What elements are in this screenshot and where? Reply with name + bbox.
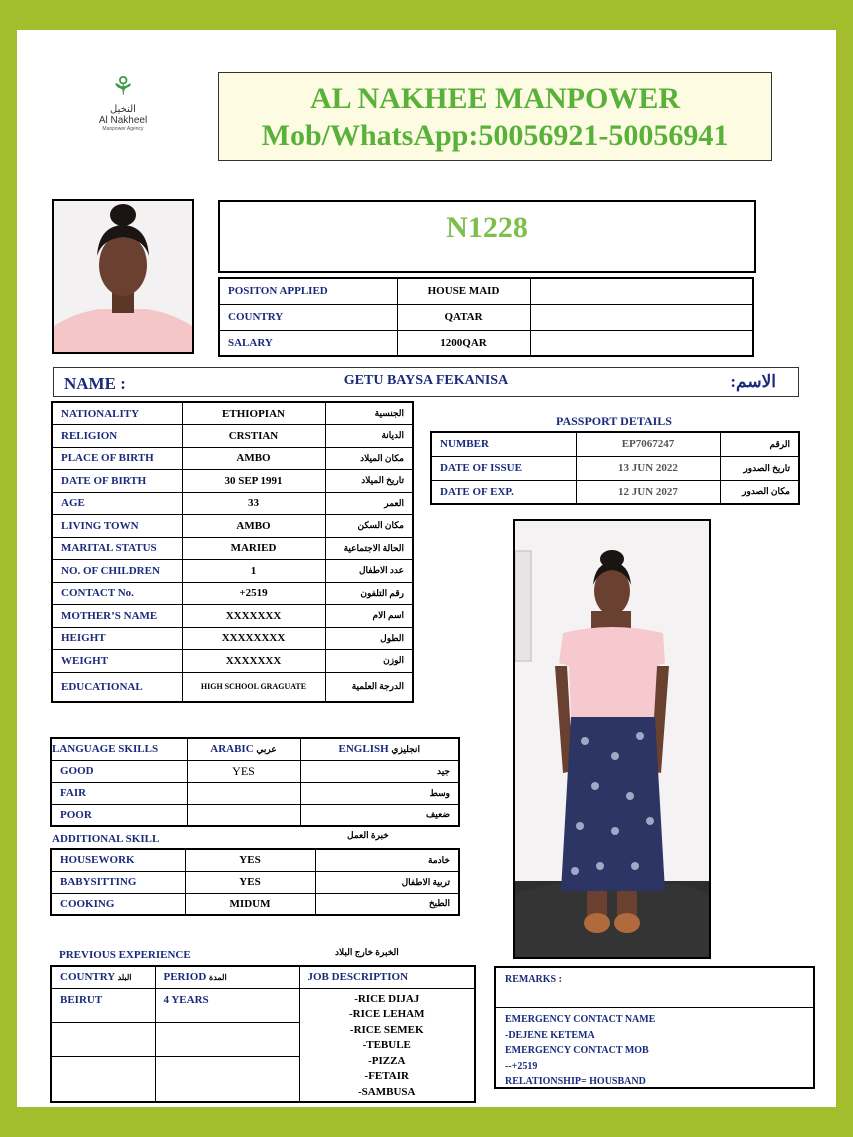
previous-experience-title: PREVIOUS EXPERIENCE — [59, 949, 191, 961]
table-row: DATE OF EXP. 12 JUN 2027 مكان الصدور — [431, 480, 799, 504]
table-row: CONTACT No. +2519 رقم التلفون — [52, 582, 413, 605]
job-description-list — [299, 988, 475, 1102]
remarks-label: REMARKS : — [496, 968, 813, 1008]
country-value: QATAR — [397, 304, 530, 330]
table-row: WEIGHT XXXXXXX الوزن — [52, 650, 413, 673]
table-row: NUMBER EP7067247 الرقم — [431, 432, 799, 456]
table-row: NATIONALITY ETHIOPIAN الجنسية — [52, 402, 413, 425]
salary-label: SALARY — [219, 330, 397, 356]
table-row: BABYSITTING YES تربية الاطفال — [51, 871, 459, 893]
position-value: HOUSE MAID — [397, 278, 530, 304]
table-row: LIVING TOWN AMBO مكان السكن — [52, 515, 413, 538]
list-item: -RICE DIJAJ — [354, 992, 420, 1005]
additional-skill-title-arabic: خبرة العمل — [347, 830, 389, 840]
table-row: GOOD YES جيد — [51, 760, 459, 782]
passport-table — [430, 431, 800, 505]
additional-skill-title: ADDITIONAL SKILL — [52, 833, 160, 845]
name-bar — [53, 367, 799, 397]
agency-phone: Mob/WhatsApp:50056921-50056941 — [261, 119, 729, 152]
logo-english: Al Nakheel — [98, 115, 148, 126]
full-body-photo — [513, 519, 711, 959]
table-row: NO. OF CHILDREN 1 عدد الاطفال — [52, 560, 413, 583]
table-row: EDUCATIONAL HIGH SCHOOL GRAGUATE الدرجة العلمية — [52, 672, 413, 702]
table-row: RELIGION CRSTIAN الديانة — [52, 425, 413, 448]
table-row: HOUSEWORK YES خادمة — [51, 849, 459, 871]
position-label: POSITON APPLIED — [219, 278, 397, 304]
position-table — [218, 277, 754, 357]
table-row — [219, 330, 753, 356]
agency-name: AL NAKHEE MANPOWER — [309, 82, 681, 115]
table-row — [219, 278, 753, 304]
previous-experience-title-arabic: الخبرة خارج البلاد — [335, 947, 399, 957]
agency-banner — [218, 72, 772, 161]
experience-country: BEIRUT — [51, 988, 155, 1022]
emergency-contact: EMERGENCY CONTACT NAME -DEJENE KETEMA EMERGENCY CONTACT MOB --+2519 RELATIONSHIP= HOUSBAND — [505, 1014, 656, 1087]
candidate-code: N1228 — [446, 211, 528, 244]
table-row: MOTHER’S NAME XXXXXXX اسم الام — [52, 605, 413, 628]
list-item: -RICE LEHAM — [349, 1008, 425, 1020]
logo-tagline: Manpower Agency — [102, 126, 144, 132]
table-row: DATE OF ISSUE 13 JUN 2022 تاريخ الصدور — [431, 456, 799, 480]
salary-value: 1200QAR — [397, 330, 530, 356]
remarks-box — [494, 966, 815, 1089]
table-row: FAIR وسط — [51, 782, 459, 804]
table-row: DATE OF BIRTH 30 SEP 1991 تاريخ الميلاد — [52, 470, 413, 493]
language-skills-label: LANGUAGE SKILLS — [51, 738, 187, 760]
experience-table — [50, 965, 476, 1103]
experience-period: 4 YEARS — [155, 988, 299, 1022]
personal-details-table — [51, 401, 414, 703]
table-row — [51, 988, 475, 1022]
additional-skill-table — [50, 848, 460, 916]
table-row: HEIGHT XXXXXXXX الطول — [52, 627, 413, 650]
list-item: -TEBULE — [362, 1039, 411, 1051]
country-label: COUNTRY — [219, 304, 397, 330]
list-item: -PIZZA — [368, 1054, 406, 1067]
cv-sheet — [17, 30, 836, 1107]
table-row: LANGUAGE SKILLS ARABIC عربي ENGLISH انجليزي — [51, 738, 459, 760]
list-item: -RICE SEMEK — [349, 1023, 424, 1036]
name-label: NAME : — [64, 374, 126, 393]
headshot-photo — [52, 199, 194, 354]
table-row: COOKING MIDUM الطبخ — [51, 893, 459, 915]
candidate-name: GETU BAYSA FEKANISA — [343, 373, 509, 388]
table-row: COUNTRY البلد PERIOD المدة JOB DESCRIPTION — [51, 966, 475, 988]
palm-logo-icon: ⚘ — [111, 72, 135, 101]
table-row: PLACE OF BIRTH AMBO مكان الميلاد — [52, 447, 413, 470]
list-item: -FETAIR — [364, 1070, 409, 1082]
table-row: POOR ضعيف — [51, 804, 459, 826]
table-row: AGE 33 العمر — [52, 492, 413, 515]
passport-title: PASSPORT DETAILS — [556, 414, 672, 428]
list-item: -SAMBUSA — [358, 1085, 416, 1098]
language-skills-table — [50, 737, 460, 827]
logo-arabic: النخيل — [110, 104, 136, 115]
agency-logo — [93, 70, 153, 160]
table-row — [219, 304, 753, 330]
candidate-code-box — [218, 200, 756, 273]
table-row: MARITAL STATUS MARIED الحالة الاجتماعية — [52, 537, 413, 560]
name-label-arabic: الاسم: — [730, 372, 776, 391]
